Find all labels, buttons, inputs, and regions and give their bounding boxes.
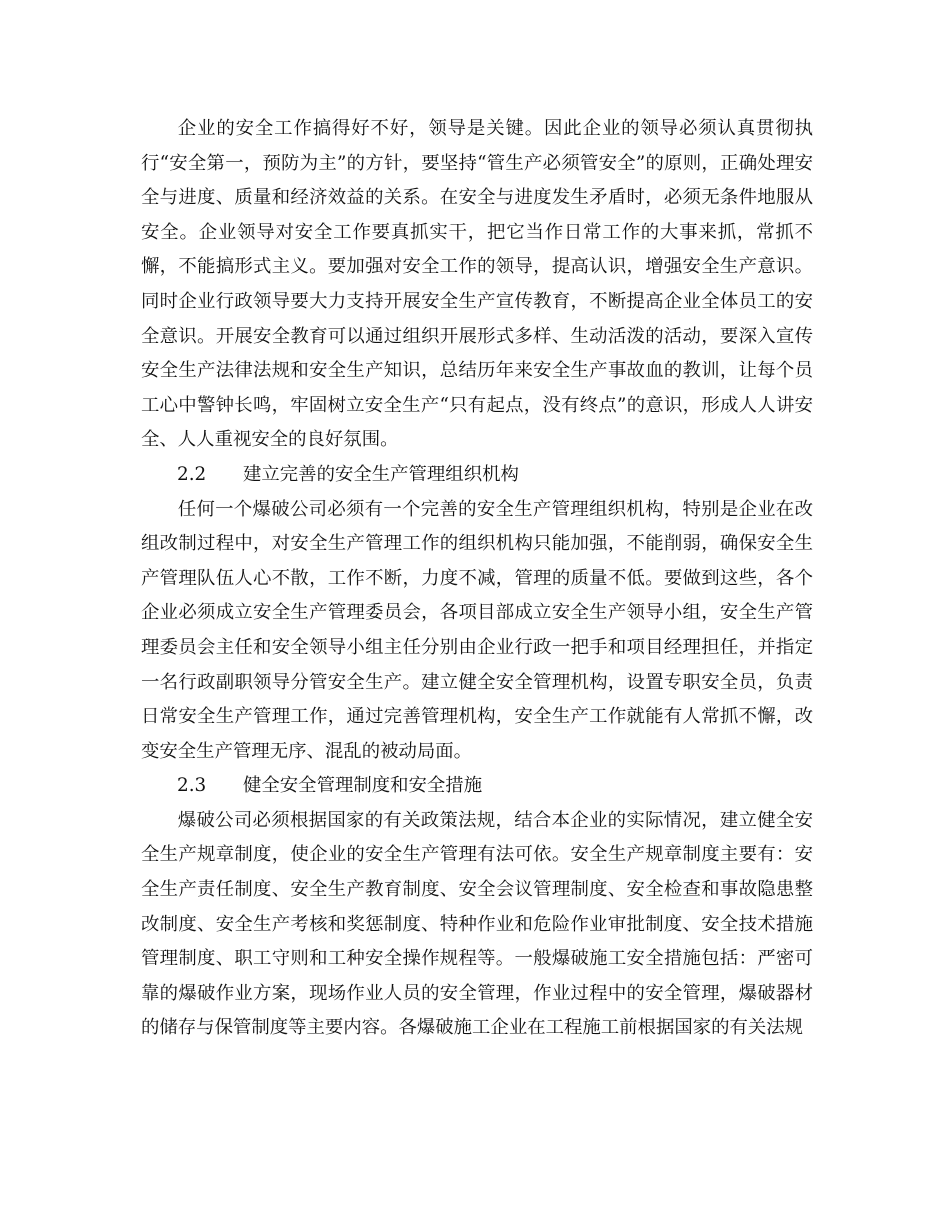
body-paragraph: 企业的安全工作搞得好不好，领导是关键。因此企业的领导必须认真贯彻执行“安全第一，预防为主”的方针，要坚持“管生产必须管安全”的原则，正确处理安全与进度、质量和经济效益的关系。在安全与进度发生矛盾时，必须无条件地服从安全。企业领导对安全工作要真抓实干，把它当作日常工作的大事来抓，常抓不懈，不能搞形式主义。要加强对安全工作的领导，提高认识，增强安全生产意识。同时企业行政领导要大力支持开展安全生产宣传教育，不断提高企业全体员工的安全意识。开展安全教育可以通过组织开展形式多样、生动活泼的活动，要深入宣传安全生产法律法规和安全生产知识，总结历年来安全生产事故血的教训，让每个员工心中警钟长鸣，牢固树立安全生产“只有起点，没有终点”的意识，形成人人讲安全、人人重视安全的良好氛围。	[141, 118, 813, 451]
section-heading	[141, 769, 813, 804]
body-paragraph: 爆破公司必须根据国家的有关政策法规，结合本企业的实际情况，建立健全安全生产规章制度，使企业的安全生产管理有法可依。安全生产规章制度主要有：安全生产责任制度、安全生产教育制度、安全会议管理制度、安全检查和事故隐患整改制度、安全生产考核和奖惩制度、特种作业和危险作业审批制度、安全技术措施管理制度、职工守则和工种安全操作规程等。一般爆破施工安全措施包括：严密可靠的爆破作业方案，现场作业人员的安全管理，作业过程中的安全管理，爆破器材的储存与保管制度等主要内容。各爆破施工企业在工程施工前根据国家的有关法规	[141, 809, 813, 1039]
section-title: 建立完善的安全生产管理组织机构	[243, 463, 519, 485]
section-heading	[141, 458, 813, 493]
section-number: 2.3	[177, 775, 207, 797]
document-page	[141, 112, 813, 1046]
body-paragraph: 任何一个爆破公司必须有一个完善的安全生产管理组织机构，特别是企业在改组改制过程中，对安全生产管理工作的组织机构只能加强，不能削弱，确保安全生产管理队伍人心不散，工作不断，力度不减，管理的质量不低。要做到这些，各个企业必须成立安全生产管理委员会，各项目部成立安全生产领导小组，安全生产管理委员会主任和安全领导小组主任分别由企业行政一把手和项目经理担任，并指定一名行政副职领导分管安全生产。建立健全安全管理机构，设置专职安全员，负责日常安全生产管理工作，通过完善管理机构，安全生产工作就能有人常抓不懈，改变安全生产管理无序、混乱的被动局面。	[141, 498, 813, 762]
section-number: 2.2	[177, 463, 207, 485]
section-title: 健全安全管理制度和安全措施	[243, 775, 483, 797]
